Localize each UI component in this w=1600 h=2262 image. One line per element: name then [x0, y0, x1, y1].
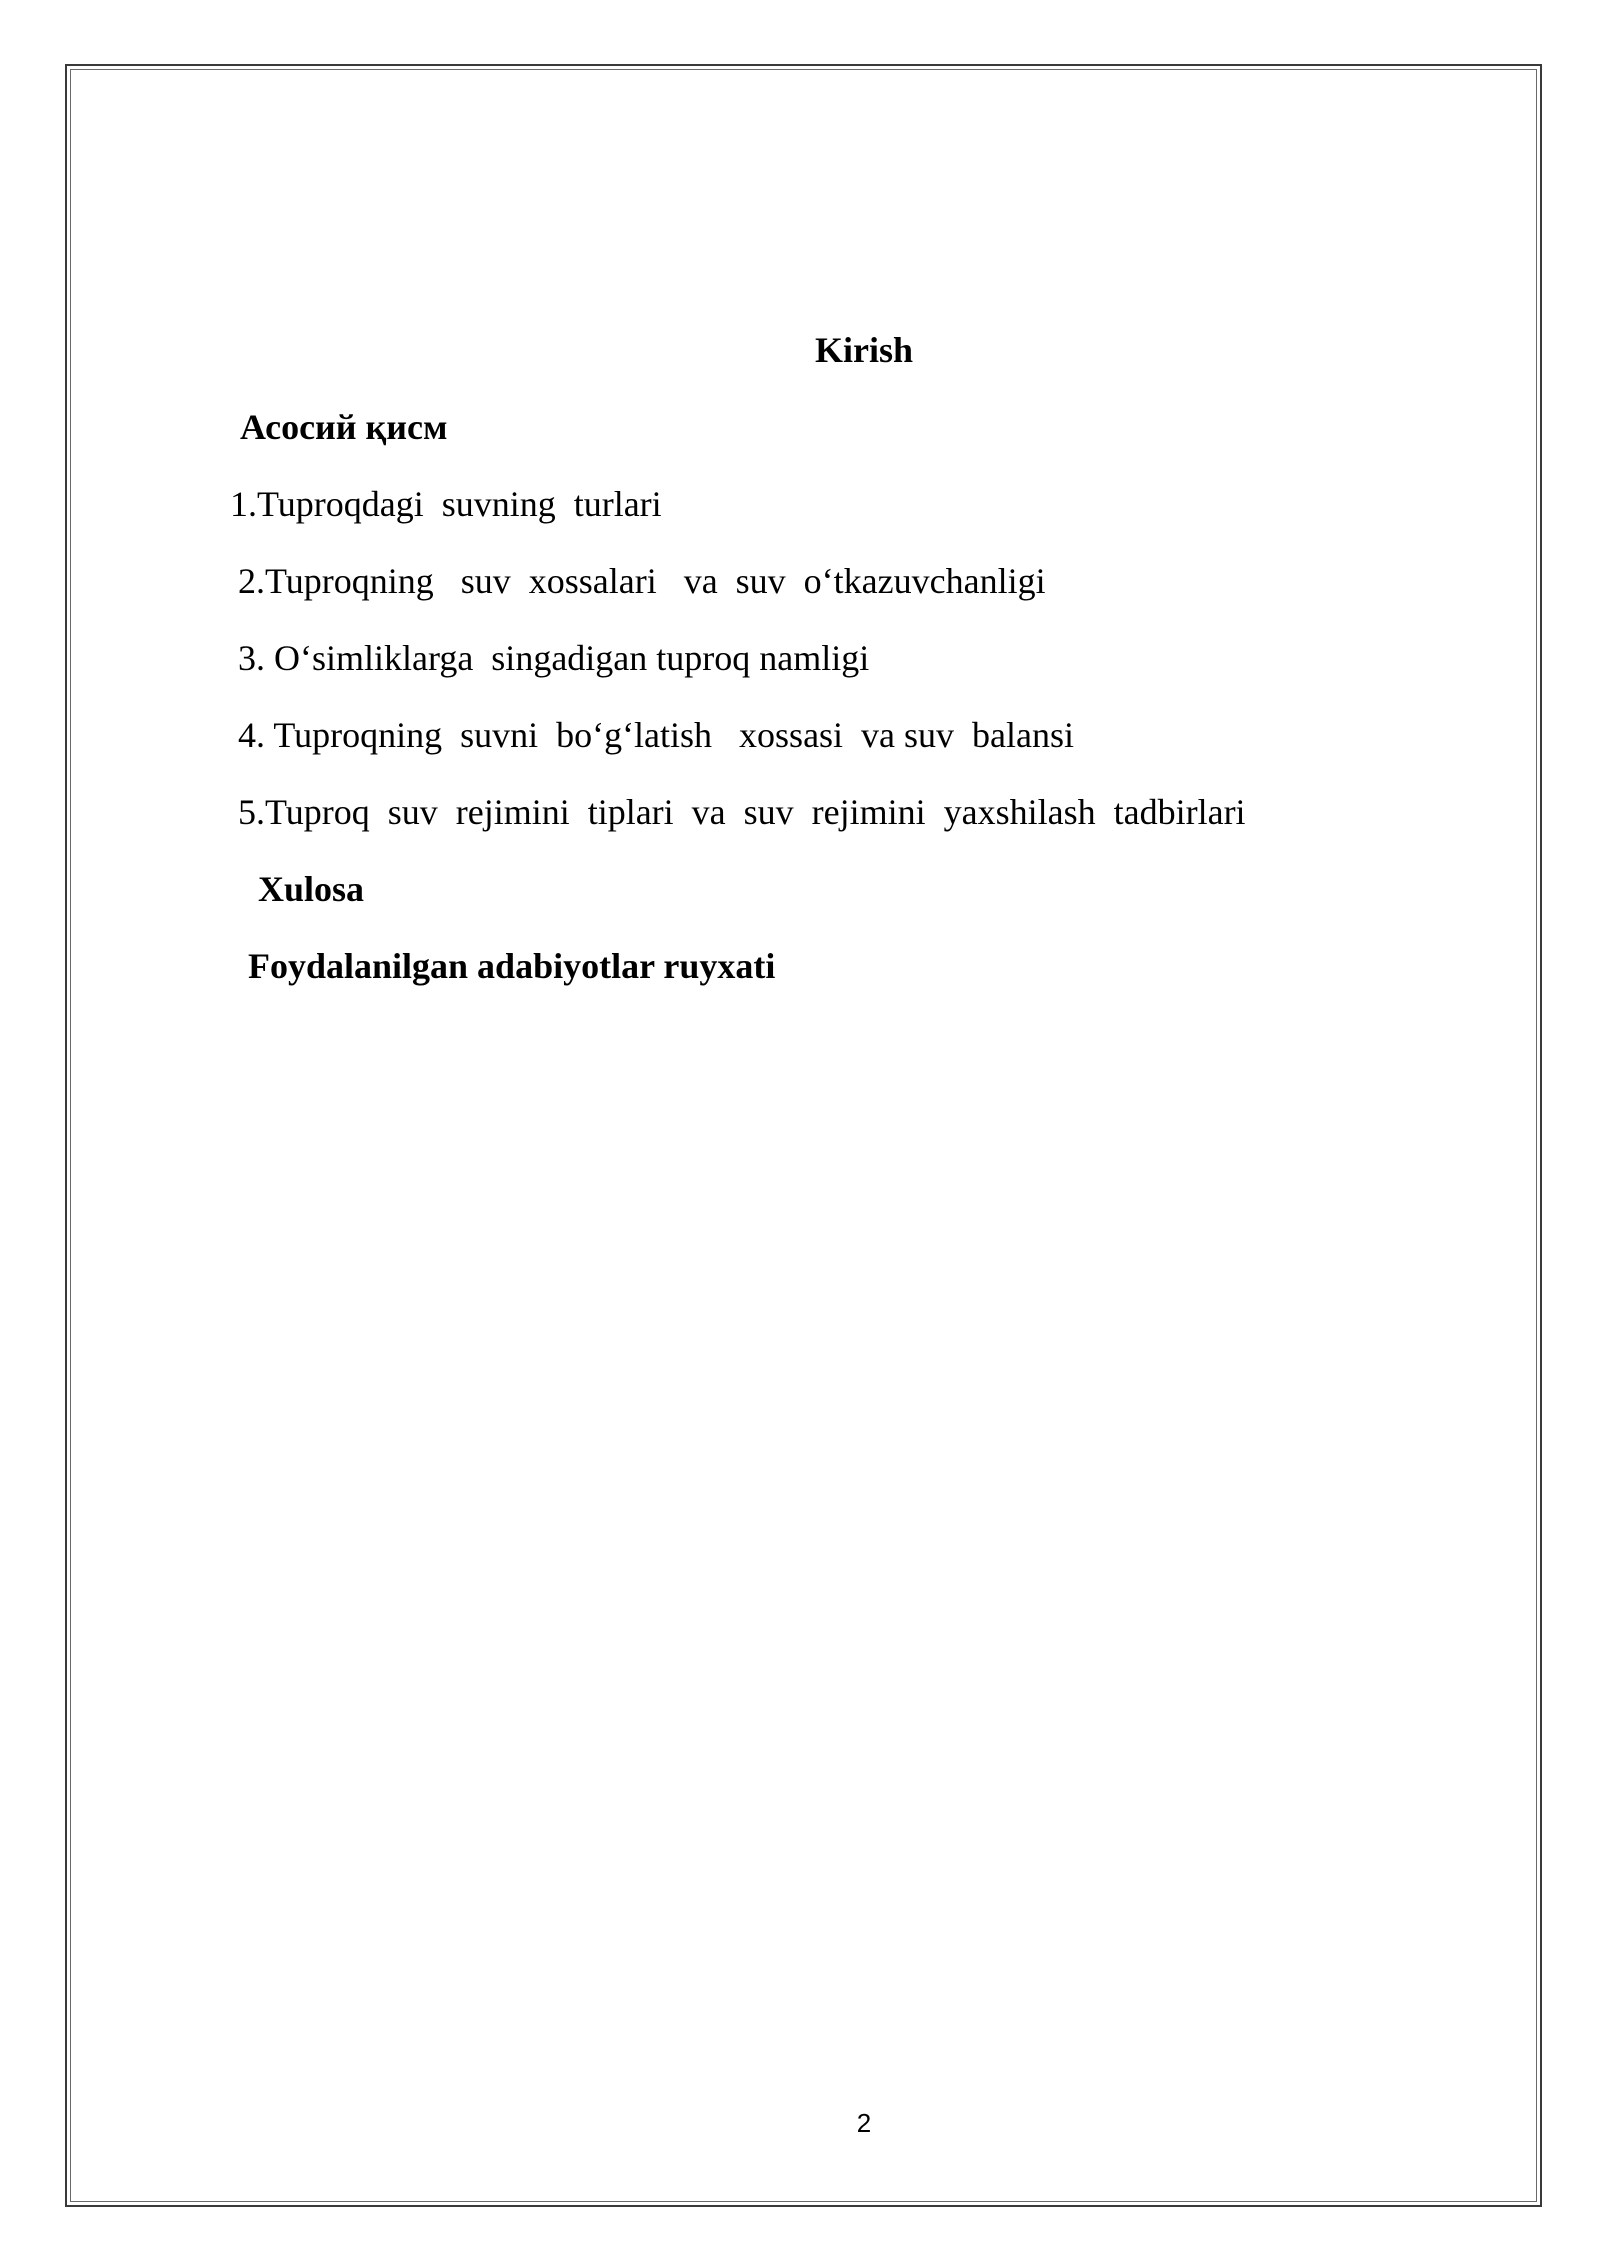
- page-border: [65, 64, 1542, 2207]
- page-number: 2: [856, 2108, 872, 2138]
- toc-item-2: 2.Tuproqning suv xossalari va suv o‘tkazuvchanligi: [238, 561, 1046, 601]
- section-heading: Асосий қисм: [240, 407, 448, 447]
- toc-item-4: 4. Tuproqning suvni bo‘g‘latish xossasi va suv balansi: [238, 715, 1075, 755]
- page-border-inner: [70, 69, 1537, 2202]
- toc-item-1: 1.Tuproqdagi suvning turlari: [230, 484, 662, 524]
- document-title: Kirish: [814, 330, 913, 370]
- conclusion-heading: Xulosa: [258, 869, 365, 909]
- references-heading: Foydalanilgan adabiyotlar ruyxati: [248, 946, 776, 986]
- toc-item-3: 3. O‘simliklarga singadigan tuproq namligi: [238, 638, 870, 678]
- toc-item-5: 5.Tuproq suv rejimini tiplari va suv rejimini yaxshilash tadbirlari: [238, 792, 1246, 832]
